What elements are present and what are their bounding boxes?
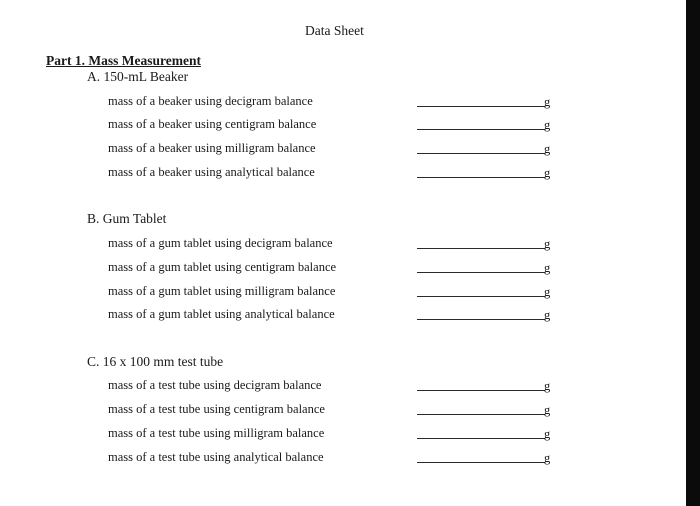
unit-label: g — [544, 95, 551, 109]
answer-blank[interactable] — [417, 438, 545, 439]
section-b-label: B. Gum Tablet — [87, 211, 167, 226]
answer-blank[interactable] — [417, 129, 545, 130]
row-label: mass of a beaker using milligram balance — [108, 141, 316, 155]
unit-label: g — [544, 379, 551, 393]
measurement-row — [108, 378, 558, 394]
row-label: mass of a gum tablet using analytical balance — [108, 307, 335, 321]
answer-blank[interactable] — [417, 390, 545, 391]
row-label: mass of a beaker using decigram balance — [108, 94, 313, 108]
measurement-row — [108, 402, 558, 418]
part-heading: Part 1. Mass Measurement — [46, 53, 201, 68]
measurement-row — [108, 117, 558, 133]
unit-label: g — [544, 403, 551, 417]
measurement-row — [108, 236, 558, 252]
row-label: mass of a test tube using milligram balance — [108, 426, 325, 440]
section-c-label: C. 16 x 100 mm test tube — [87, 354, 224, 369]
measurement-row — [108, 284, 558, 300]
row-label: mass of a gum tablet using milligram balance — [108, 284, 336, 298]
row-label: mass of a beaker using centigram balance — [108, 117, 317, 131]
row-label: mass of a test tube using centigram balance — [108, 402, 325, 416]
row-label: mass of a gum tablet using decigram balance — [108, 236, 333, 250]
unit-label: g — [544, 142, 551, 156]
dark-edge-bar — [686, 0, 700, 506]
answer-blank[interactable] — [417, 153, 545, 154]
unit-label: g — [544, 166, 551, 180]
page-title: Data Sheet — [305, 23, 364, 38]
measurement-row — [108, 260, 558, 276]
unit-label: g — [544, 261, 551, 275]
answer-blank[interactable] — [417, 177, 545, 178]
measurement-row — [108, 426, 558, 442]
answer-blank[interactable] — [417, 414, 545, 415]
row-label: mass of a test tube using analytical balance — [108, 450, 324, 464]
answer-blank[interactable] — [417, 319, 545, 320]
row-label: mass of a test tube using decigram balance — [108, 378, 322, 392]
unit-label: g — [544, 118, 551, 132]
row-label: mass of a beaker using analytical balance — [108, 165, 315, 179]
measurement-row — [108, 94, 558, 110]
section-a-label: A. 150-mL Beaker — [87, 69, 189, 84]
unit-label: g — [544, 427, 551, 441]
row-label: mass of a gum tablet using centigram balance — [108, 260, 337, 274]
measurement-row — [108, 307, 558, 323]
measurement-row — [108, 165, 558, 181]
answer-blank[interactable] — [417, 106, 545, 107]
answer-blank[interactable] — [417, 272, 545, 273]
answer-blank[interactable] — [417, 462, 545, 463]
measurement-row — [108, 450, 558, 466]
unit-label: g — [544, 308, 551, 322]
measurement-row — [108, 141, 558, 157]
unit-label: g — [544, 451, 551, 465]
unit-label: g — [544, 285, 551, 299]
answer-blank[interactable] — [417, 248, 545, 249]
unit-label: g — [544, 237, 551, 251]
answer-blank[interactable] — [417, 296, 545, 297]
